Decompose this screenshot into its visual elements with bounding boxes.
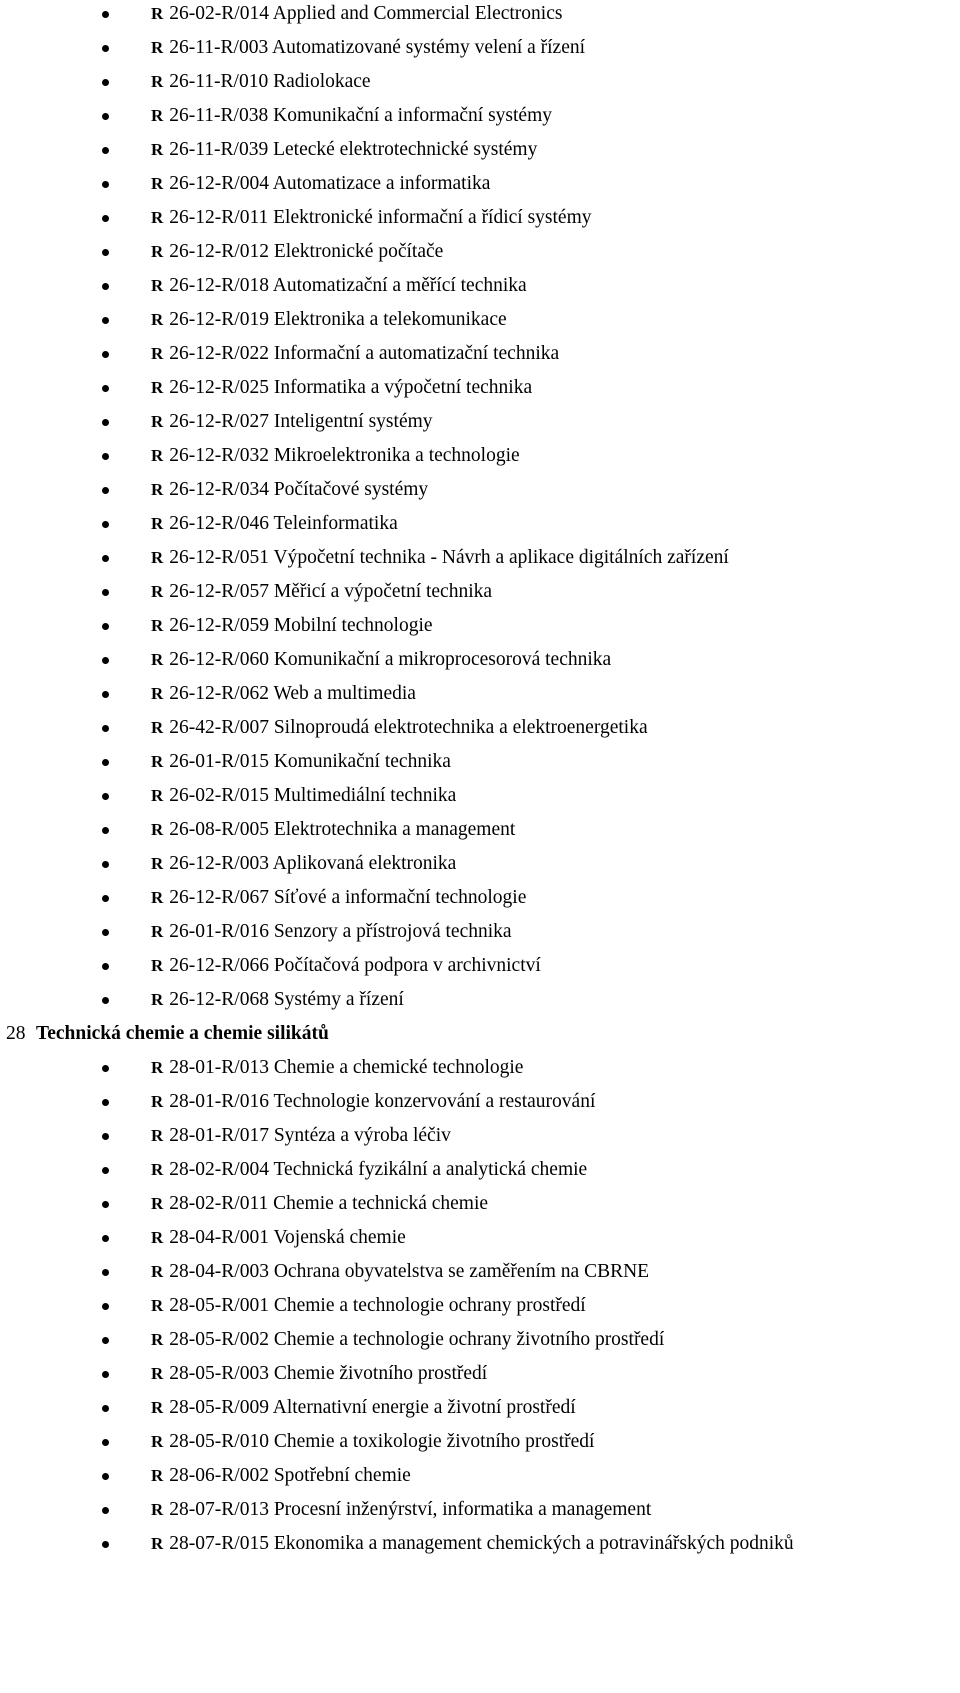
program-name: Elektronika a telekomunikace: [273, 309, 507, 330]
level-prefix: R: [151, 1262, 164, 1281]
program-name: Web a multimedia: [273, 683, 416, 704]
program-name: Spotřební chemie: [273, 1465, 411, 1486]
bullet-icon: [102, 317, 109, 324]
list-item-text: [151, 1425, 594, 1459]
program-name: Multimediální technika: [273, 785, 457, 806]
list-item-text: [151, 473, 428, 507]
program-name: Procesní inženýrství, informatika a management: [273, 1499, 652, 1520]
program-code: 28-01-R/017: [169, 1125, 269, 1146]
program-name: Letecké elektrotechnické systémy: [273, 139, 538, 160]
list-item: [0, 1459, 960, 1493]
list-item: [0, 201, 960, 235]
bullet-icon: [102, 759, 109, 766]
bullet-icon: [102, 895, 109, 902]
list-item: [0, 813, 960, 847]
program-code: 26-11-R/038: [169, 105, 269, 126]
program-name: Vojenská chemie: [273, 1227, 406, 1248]
list-item: [0, 405, 960, 439]
list-item: [0, 1527, 960, 1561]
list-item: [0, 1119, 960, 1153]
list-item: [0, 779, 960, 813]
level-prefix: R: [151, 1058, 164, 1077]
level-prefix: R: [151, 820, 164, 839]
list-item: [0, 643, 960, 677]
list-item-text: [151, 1289, 586, 1323]
bullet-icon: [102, 657, 109, 664]
list-item: [0, 337, 960, 371]
program-name: Chemie a chemické technologie: [273, 1057, 524, 1078]
list-item-text: [151, 167, 490, 201]
list-item: [0, 371, 960, 405]
program-code: 26-12-R/019: [169, 309, 269, 330]
list-item: [0, 609, 960, 643]
list-item-text: [151, 1085, 595, 1119]
list-item-text: [151, 881, 526, 915]
list-item: [0, 915, 960, 949]
bullet-icon: [102, 1167, 109, 1174]
level-prefix: R: [151, 1398, 164, 1417]
program-code: 26-12-R/062: [169, 683, 269, 704]
program-name: Alternativní energie a životní prostředí: [272, 1397, 576, 1418]
level-prefix: R: [151, 854, 164, 873]
bullet-icon: [102, 589, 109, 596]
level-prefix: R: [151, 616, 164, 635]
level-prefix: R: [151, 990, 164, 1009]
program-name: Systémy a řízení: [273, 989, 404, 1010]
list-item-text: [151, 1391, 576, 1425]
program-name: Chemie a technologie ochrany prostředí: [273, 1295, 586, 1316]
list-item-text: [151, 31, 585, 65]
program-code: 28-02-R/011: [169, 1193, 269, 1214]
level-prefix: R: [151, 140, 164, 159]
program-name: Informatika a výpočetní technika: [273, 377, 533, 398]
program-name: Mikroelektronika a technologie: [273, 445, 520, 466]
program-name: Komunikační a informační systémy: [273, 105, 553, 126]
section-title: Technická chemie a chemie silikátů: [36, 1023, 329, 1044]
program-code: 28-05-R/010: [169, 1431, 269, 1452]
list-item-text: [151, 1357, 487, 1391]
program-name: Elektrotechnika a management: [273, 819, 516, 840]
level-prefix: R: [151, 72, 164, 91]
bullet-icon: [102, 1371, 109, 1378]
bullet-icon: [102, 283, 109, 290]
program-code: 28-01-R/013: [169, 1057, 269, 1078]
program-name: Elektronické počítače: [273, 241, 444, 262]
list-item: [0, 881, 960, 915]
program-name: Mobilní technologie: [273, 615, 433, 636]
list-item-text: [151, 269, 527, 303]
program-name: Radiolokace: [273, 71, 371, 92]
program-code: 28-01-R/016: [169, 1091, 269, 1112]
bullet-icon: [102, 1473, 109, 1480]
level-prefix: R: [151, 922, 164, 941]
list-item-text: [151, 65, 371, 99]
list-item-text: [151, 575, 492, 609]
list-item-text: [151, 1527, 794, 1561]
level-prefix: R: [151, 1466, 164, 1485]
bullet-icon: [102, 45, 109, 52]
program-name: Síťové a informační technologie: [273, 887, 527, 908]
program-code: 26-11-R/003: [169, 37, 269, 58]
bullet-icon: [102, 1065, 109, 1072]
program-name: Technologie konzervování a restaurování: [273, 1091, 596, 1112]
list-item: [0, 1425, 960, 1459]
program-code: 26-11-R/010: [169, 71, 269, 92]
bullet-icon: [102, 725, 109, 732]
level-prefix: R: [151, 888, 164, 907]
program-code: 26-12-R/003: [169, 853, 269, 874]
list-item: [0, 677, 960, 711]
program-code: 26-12-R/067: [169, 887, 269, 908]
program-code: 26-12-R/034: [169, 479, 269, 500]
program-name: Aplikovaná elektronika: [272, 853, 457, 874]
level-prefix: R: [151, 208, 164, 227]
list-item-text: [151, 643, 611, 677]
level-prefix: R: [151, 786, 164, 805]
list-item-text: [151, 1459, 411, 1493]
program-code: 26-12-R/025: [169, 377, 269, 398]
program-code: 28-05-R/003: [169, 1363, 269, 1384]
program-code: 28-07-R/015: [169, 1533, 269, 1554]
list-item-text: [151, 983, 404, 1017]
list-item: [0, 99, 960, 133]
program-code: 28-05-R/009: [169, 1397, 269, 1418]
level-prefix: R: [151, 582, 164, 601]
program-code: 28-05-R/001: [169, 1295, 269, 1316]
level-prefix: R: [151, 1534, 164, 1553]
bullet-icon: [102, 1303, 109, 1310]
list-item: [0, 983, 960, 1017]
level-prefix: R: [151, 752, 164, 771]
program-name: Inteligentní systémy: [273, 411, 433, 432]
program-name: Technická fyzikální a analytická chemie: [273, 1159, 588, 1180]
list-item-text: [151, 337, 559, 371]
program-code: 26-12-R/018: [169, 275, 269, 296]
level-prefix: R: [151, 344, 164, 363]
level-prefix: R: [151, 242, 164, 261]
bullet-icon: [102, 997, 109, 1004]
program-name: Ekonomika a management chemických a potravinářských podniků: [273, 1533, 794, 1554]
bullet-icon: [102, 11, 109, 18]
list-item-text: [151, 1323, 664, 1357]
level-prefix: R: [151, 684, 164, 703]
bullet-icon: [102, 963, 109, 970]
level-prefix: R: [151, 1228, 164, 1247]
list-item: [0, 847, 960, 881]
list-item: [0, 745, 960, 779]
list-item: [0, 133, 960, 167]
list-item-text: [151, 1221, 406, 1255]
level-prefix: R: [151, 480, 164, 499]
list-item-text: [151, 1255, 649, 1289]
program-name: Senzory a přístrojová technika: [273, 921, 512, 942]
program-code: 26-12-R/068: [169, 989, 269, 1010]
bullet-icon: [102, 147, 109, 154]
program-code: 26-08-R/005: [169, 819, 269, 840]
bullet-icon: [102, 623, 109, 630]
program-code: 26-12-R/066: [169, 955, 269, 976]
program-name: Chemie a technická chemie: [273, 1193, 489, 1214]
list-item: [0, 1085, 960, 1119]
list-item: [0, 31, 960, 65]
program-code: 26-01-R/015: [169, 751, 269, 772]
bullet-icon: [102, 521, 109, 528]
program-name: Applied and Commercial Electronics: [272, 3, 563, 24]
bullet-icon: [102, 249, 109, 256]
program-name: Automatizační a měřící technika: [272, 275, 527, 296]
list-item: [0, 541, 960, 575]
level-prefix: R: [151, 276, 164, 295]
level-prefix: R: [151, 310, 164, 329]
list-item: [0, 711, 960, 745]
bullet-icon: [102, 827, 109, 834]
level-prefix: R: [151, 1126, 164, 1145]
program-list-28: [0, 1051, 960, 1561]
list-item: [0, 1187, 960, 1221]
list-item-text: [151, 371, 532, 405]
program-name: Silnoproudá elektrotechnika a elektroenergetika: [273, 717, 648, 738]
list-item: [0, 1153, 960, 1187]
list-item-text: [151, 0, 562, 31]
list-item: [0, 0, 960, 31]
level-prefix: R: [151, 514, 164, 533]
program-code: 26-12-R/060: [169, 649, 269, 670]
level-prefix: R: [151, 4, 164, 23]
bullet-icon: [102, 929, 109, 936]
bullet-icon: [102, 419, 109, 426]
level-prefix: R: [151, 650, 164, 669]
level-prefix: R: [151, 1364, 164, 1383]
list-item-text: [151, 405, 433, 439]
list-item-text: [151, 779, 456, 813]
section-heading: [0, 1017, 960, 1051]
program-code: 28-06-R/002: [169, 1465, 269, 1486]
program-name: Komunikační a mikroprocesorová technika: [273, 649, 612, 670]
list-item-text: [151, 745, 451, 779]
list-item-text: [151, 847, 456, 881]
level-prefix: R: [151, 1160, 164, 1179]
level-prefix: R: [151, 1500, 164, 1519]
list-item: [0, 949, 960, 983]
program-code: 26-12-R/051: [169, 547, 269, 568]
level-prefix: R: [151, 446, 164, 465]
level-prefix: R: [151, 38, 164, 57]
list-item: [0, 1221, 960, 1255]
program-code: 26-12-R/022: [169, 343, 269, 364]
list-item: [0, 575, 960, 609]
list-item: [0, 269, 960, 303]
bullet-icon: [102, 555, 109, 562]
program-name: Automatizované systémy velení a řízení: [272, 37, 586, 58]
list-item: [0, 507, 960, 541]
program-code: 26-12-R/011: [169, 207, 269, 228]
program-code: 28-07-R/013: [169, 1499, 269, 1520]
level-prefix: R: [151, 106, 164, 125]
bullet-icon: [102, 79, 109, 86]
list-item-text: [151, 915, 512, 949]
program-code: 26-12-R/012: [169, 241, 269, 262]
program-name: Elektronické informační a řídicí systémy: [273, 207, 592, 228]
bullet-icon: [102, 1507, 109, 1514]
list-item-text: [151, 201, 592, 235]
list-item-text: [151, 1119, 451, 1153]
level-prefix: R: [151, 412, 164, 431]
bullet-icon: [102, 181, 109, 188]
list-item: [0, 439, 960, 473]
bullet-icon: [102, 1133, 109, 1140]
level-prefix: R: [151, 378, 164, 397]
list-item-text: [151, 507, 398, 541]
program-code: 26-11-R/039: [169, 139, 269, 160]
list-item: [0, 1391, 960, 1425]
level-prefix: R: [151, 1296, 164, 1315]
list-item: [0, 1255, 960, 1289]
bullet-icon: [102, 1439, 109, 1446]
program-code: 26-02-R/015: [169, 785, 269, 806]
program-name: Automatizace a informatika: [272, 173, 491, 194]
program-name: Informační a automatizační technika: [273, 343, 560, 364]
level-prefix: R: [151, 1330, 164, 1349]
list-item-text: [151, 439, 520, 473]
list-item: [0, 1493, 960, 1527]
program-name: Počítačové systémy: [273, 479, 429, 500]
bullet-icon: [102, 691, 109, 698]
program-name: Chemie a toxikologie životního prostředí: [273, 1431, 595, 1452]
level-prefix: R: [151, 174, 164, 193]
program-name: Ochrana obyvatelstva se zaměřením na CBRNE: [273, 1261, 650, 1282]
list-item: [0, 167, 960, 201]
bullet-icon: [102, 861, 109, 868]
level-prefix: R: [151, 1092, 164, 1111]
program-name: Komunikační technika: [273, 751, 451, 772]
program-name: Syntéza a výroba léčiv: [273, 1125, 451, 1146]
list-item-text: [151, 1187, 488, 1221]
list-item-text: [151, 541, 729, 575]
bullet-icon: [102, 793, 109, 800]
list-item-text: [151, 1051, 523, 1085]
program-code: 26-12-R/057: [169, 581, 269, 602]
program-name: Měřicí a výpočetní technika: [273, 581, 493, 602]
list-item: [0, 473, 960, 507]
program-code: 28-02-R/004: [169, 1159, 269, 1180]
bullet-icon: [102, 487, 109, 494]
list-item-text: [151, 99, 552, 133]
list-item-text: [151, 303, 507, 337]
program-code: 28-04-R/001: [169, 1227, 269, 1248]
level-prefix: R: [151, 1432, 164, 1451]
program-code: 26-12-R/059: [169, 615, 269, 636]
bullet-icon: [102, 385, 109, 392]
section-number: 28: [6, 1023, 26, 1044]
program-name: Počítačová podpora v archivnictví: [273, 955, 541, 976]
program-name: Výpočetní technika - Návrh a aplikace digitálních zařízení: [273, 547, 729, 568]
bullet-icon: [102, 351, 109, 358]
list-item: [0, 1289, 960, 1323]
level-prefix: R: [151, 956, 164, 975]
program-code: 26-02-R/014: [169, 3, 269, 24]
list-item: [0, 1323, 960, 1357]
list-item-text: [151, 677, 416, 711]
bullet-icon: [102, 215, 109, 222]
list-item: [0, 1051, 960, 1085]
program-code: 26-01-R/016: [169, 921, 269, 942]
program-code: 26-12-R/046: [169, 513, 269, 534]
list-item-text: [151, 1153, 587, 1187]
bullet-icon: [102, 1201, 109, 1208]
list-item-text: [151, 133, 537, 167]
program-name: Teleinformatika: [273, 513, 398, 534]
level-prefix: R: [151, 1194, 164, 1213]
list-item-text: [151, 609, 433, 643]
bullet-icon: [102, 1269, 109, 1276]
bullet-icon: [102, 1541, 109, 1548]
program-code: 28-05-R/002: [169, 1329, 269, 1350]
bullet-icon: [102, 1099, 109, 1106]
program-code: 28-04-R/003: [169, 1261, 269, 1282]
bullet-icon: [102, 1235, 109, 1242]
program-code: 26-12-R/027: [169, 411, 269, 432]
level-prefix: R: [151, 548, 164, 567]
list-item-text: [151, 235, 443, 269]
list-item-text: [151, 1493, 651, 1527]
list-item: [0, 303, 960, 337]
program-code: 26-12-R/004: [169, 173, 269, 194]
program-code: 26-12-R/032: [169, 445, 269, 466]
list-item-text: [151, 813, 515, 847]
list-item: [0, 65, 960, 99]
list-item: [0, 1357, 960, 1391]
program-name: Chemie životního prostředí: [273, 1363, 488, 1384]
bullet-icon: [102, 1405, 109, 1412]
bullet-icon: [102, 453, 109, 460]
program-code: 26-42-R/007: [169, 717, 269, 738]
list-item-text: [151, 949, 541, 983]
list-item: [0, 235, 960, 269]
program-name: Chemie a technologie ochrany životního prostředí: [273, 1329, 665, 1350]
level-prefix: R: [151, 718, 164, 737]
bullet-icon: [102, 1337, 109, 1344]
list-item-text: [151, 711, 648, 745]
bullet-icon: [102, 113, 109, 120]
